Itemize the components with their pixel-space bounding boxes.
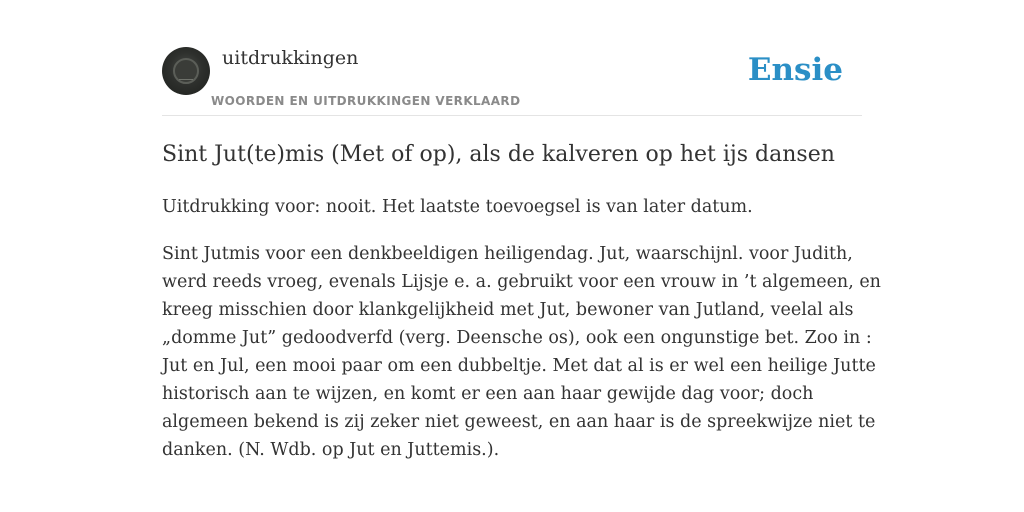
explanation-line: Sint Jutmis voor een denkbeeldigen heiligendag. Jut, waarschijnl. voor Judith, (162, 244, 853, 264)
page-title: Sint Jut(te)mis (Met of op), als de kalveren op het ijs dansen (162, 142, 835, 167)
explanation-line: Jut en Jul, een mooi paar om een dubbeltje. Met dat al is er wel een heilige Jutte (162, 356, 876, 376)
site-name[interactable]: uitdrukkingen (222, 47, 359, 69)
explanation-line: historisch aan te wijzen, en komt er een aan haar gewijde dag voor; doch (162, 384, 814, 404)
explanation-line: „domme Jut” gedoodverfd (verg. Deensche os), ook een ongunstige bet. Zoo in : (162, 328, 872, 348)
site-tagline: WOORDEN EN UITDRUKKINGEN VERKLAARD (211, 94, 521, 108)
brand-logo[interactable]: Ensie (747, 52, 843, 88)
explanation-line: kreeg misschien door klankgelijkheid met Jut, bewoner van Jutland, veelal als (162, 300, 854, 320)
explanation-line: danken. (N. Wdb. op Jut en Juttemis.). (162, 440, 500, 460)
explanation-text (162, 240, 881, 464)
avatar-icon (173, 58, 199, 84)
avatar[interactable] (162, 47, 210, 95)
explanation-line: algemeen bekend is zij zeker niet geweest, en aan haar is de spreekwijze niet te (162, 412, 876, 432)
header-divider (162, 115, 862, 116)
definition-text: Uitdrukking voor: nooit. Het laatste toevoegsel is van later datum. (162, 197, 753, 217)
explanation-line: werd reeds vroeg, evenals Lijsje e. a. gebruikt voor een vrouw in ’t algemeen, en (162, 272, 881, 292)
